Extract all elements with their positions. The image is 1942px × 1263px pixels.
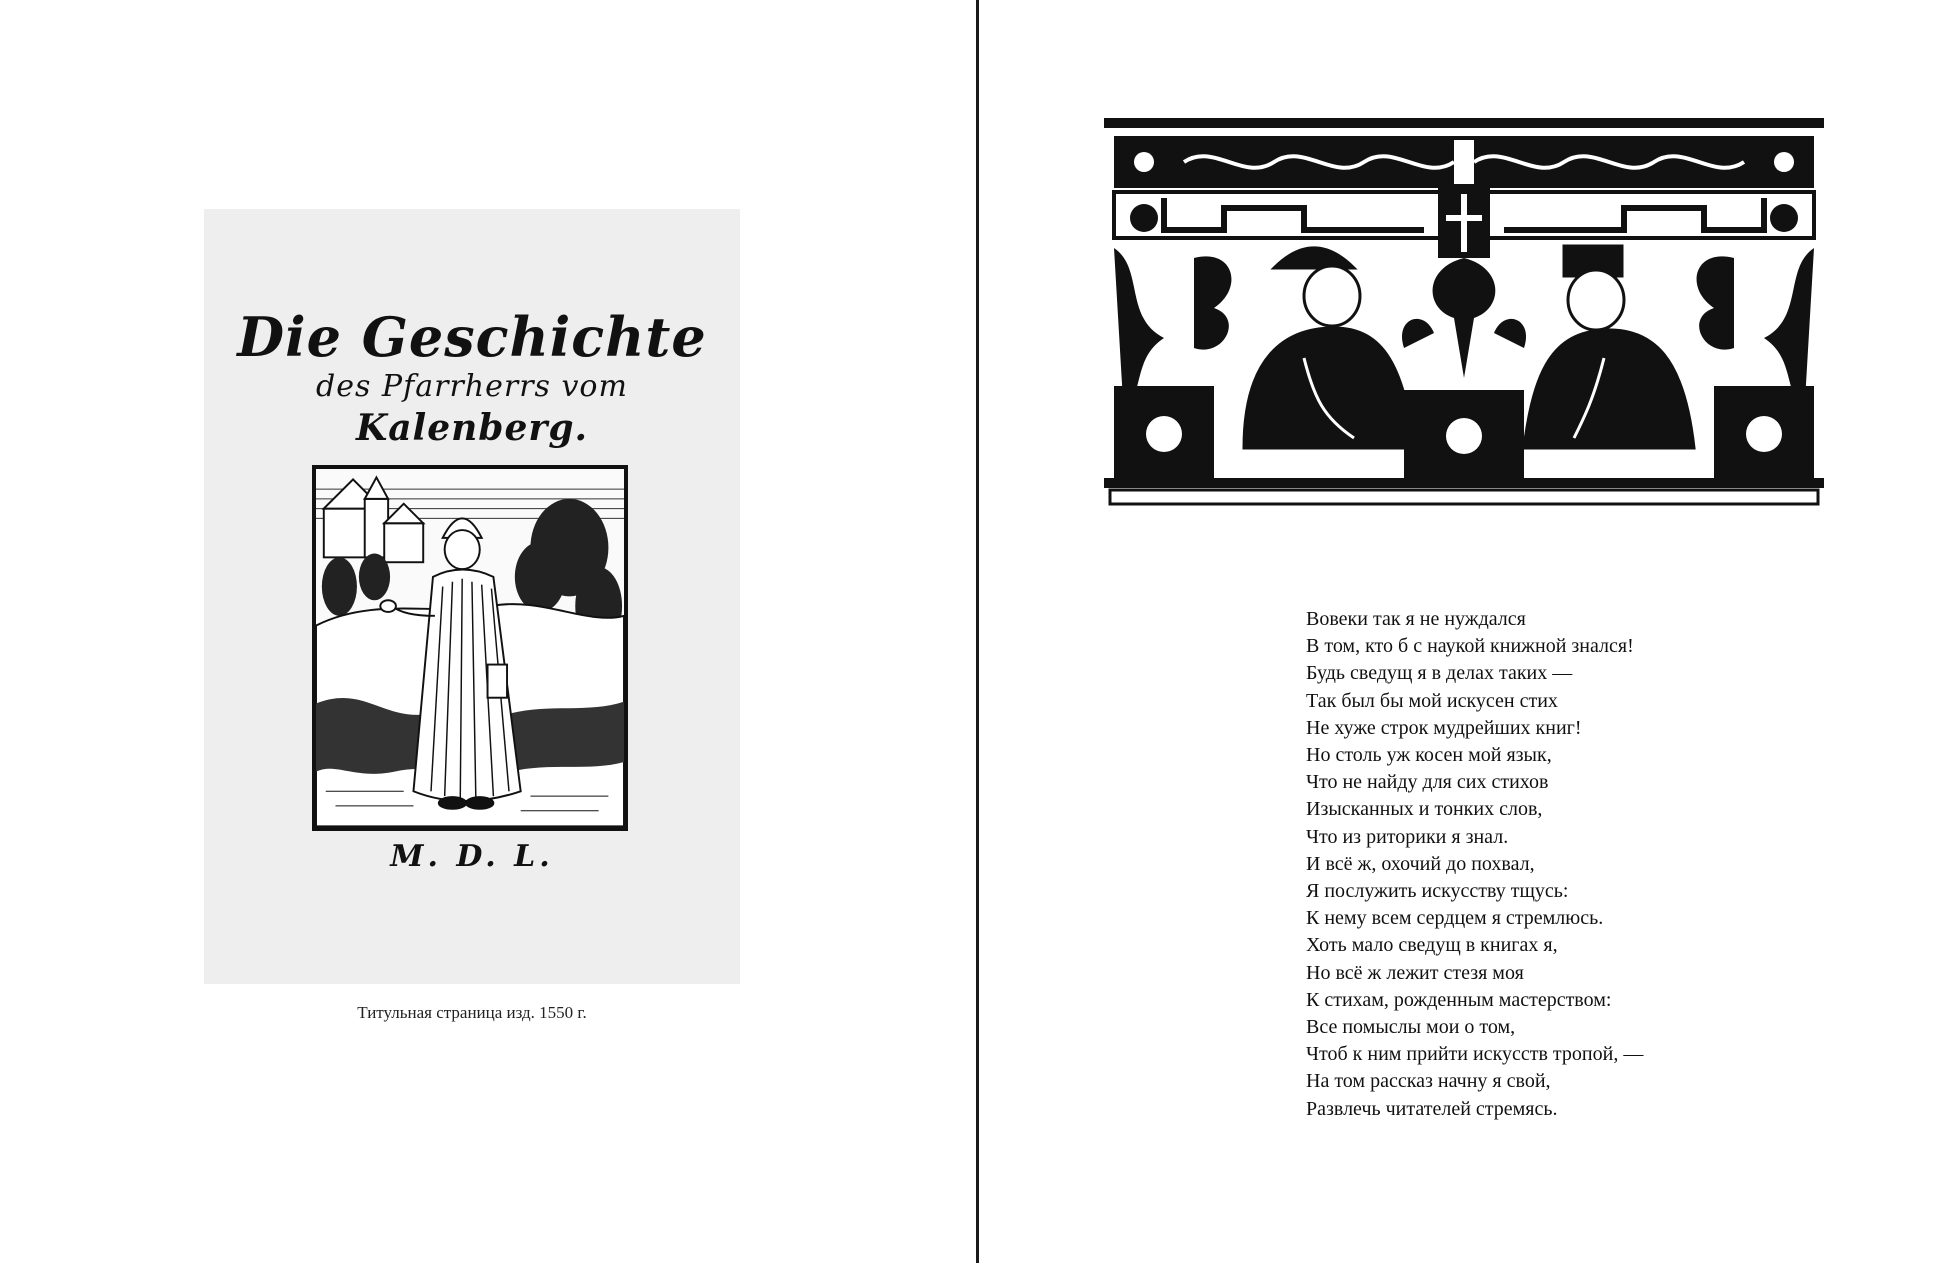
poem-line: Так был бы мой искусен стих bbox=[1306, 689, 1558, 712]
poem-line: На том рассказ начну я свой, bbox=[1306, 1070, 1551, 1093]
poem-line: Но столь уж косен мой язык, bbox=[1306, 744, 1552, 767]
poem-line: В том, кто б с наукой книжной знался! bbox=[1306, 635, 1634, 658]
poem-line: Вовеки так я не нуждался bbox=[1306, 608, 1526, 630]
poem-line: И всё ж, охочий до похвал, bbox=[1306, 852, 1535, 875]
poem-line: Не хуже строк мудрейших книг! bbox=[1306, 716, 1582, 739]
poem-line: Но всё ж лежит стезя моя bbox=[1306, 961, 1524, 984]
poem-line: К стихам, рожденным мастерством: bbox=[1306, 988, 1612, 1011]
poem-line: Хоть мало сведущ в книгах я, bbox=[1306, 934, 1558, 957]
plate-caption: Титульная страница изд. 1550 г. bbox=[357, 1003, 587, 1022]
poem-line: Я послужить искусству тщусь: bbox=[1306, 880, 1569, 903]
poem-text bbox=[1306, 606, 1786, 1123]
poem-line: Чтоб к ним прийти искусств тропой, — bbox=[1306, 1043, 1644, 1066]
page-gutter-divider bbox=[976, 0, 979, 1263]
poem-line: Развлечь читателей стремясь. bbox=[1306, 1097, 1558, 1120]
poem-line: Изысканных и тонких слов, bbox=[1306, 798, 1543, 821]
ornamental-headpiece-illustration bbox=[1104, 118, 1824, 506]
title-page-plate bbox=[204, 209, 740, 984]
plate-year: M. D. L. bbox=[390, 839, 554, 874]
woodcut-priest-illustration bbox=[312, 465, 628, 831]
plate-title-line-3: Kalenberg. bbox=[355, 407, 589, 449]
poem-line: Все помыслы мои о том, bbox=[1306, 1016, 1516, 1039]
poem-line: Будь сведущ я в делах таких — bbox=[1306, 662, 1573, 685]
poem-line: Что из риторики я знал. bbox=[1306, 825, 1509, 848]
poem-line: К нему всем сердцем я стремлюсь. bbox=[1306, 907, 1604, 930]
plate-title-line-1: Die Geschichte bbox=[237, 305, 707, 369]
poem-line: Что не найду для сих стихов bbox=[1306, 771, 1549, 794]
plate-title-line-2: des Pfarrherrs vom bbox=[316, 369, 628, 404]
